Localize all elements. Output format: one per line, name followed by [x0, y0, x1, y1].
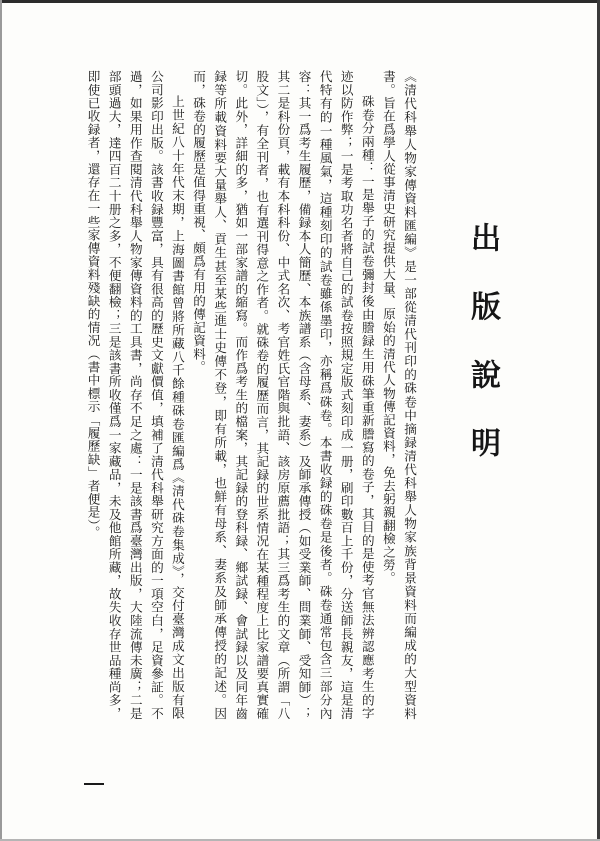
body-text	[74, 70, 420, 720]
page-title: 出 版 說 明	[465, 222, 500, 472]
paragraph-background: 上世紀八十年代末期，上海圖書館曾將所藏八千餘種硃卷匯編爲《清代硃卷集成》，交付臺灣成文出版有限公司影印出版。該書收録豐富，具有很高的歷史文獻價值，填補了清代科舉研究方面的一項空白，足資參証。不過，如果用作查閱清代科舉人物家傳資料的工具書，尚存不足之處：一是該書爲臺灣出版，大陸流傳未廣；二是部頭過大，達四百二十册之多，不便翻檢；三是該書所收僅爲一家藏品，未及他館所藏，故失收存世品種尚多，即使已收録者，還存在一些家傳資料殘缺的情况（書中標示「履歷缺」者便是）。	[85, 70, 185, 720]
paragraph-zhujuan: 硃卷分兩種：一是舉子的試卷彌封後由謄録生用硃筆重新謄寫的卷子，其目的是使考官無法辨認應考生的字迹以防作弊；一是考取功名者將自己的試卷按照規定版式刻印成一册，刷印數百上千份，分送師長親友，這是清代特有的一種風氣，這種刻印的試卷雖係墨印，亦稱爲硃卷。本書收録的硃卷是後者。硃卷通常包含三部分內容：其一爲考生履歷，備録本人簡歷、本族譜系（含母系、妻系）及師承傳授（如受業師、問業師、受知師）；其二是科份頁，載有本科科份、中式名次、考官姓氏官階與批語、該房原薦批語；其三爲考生的文章（所謂「八股文」），有全刊者，也有選刊得意之作者。就硃卷的履歷而言，其記録的世系情况在某種程度上比家譜要真實確切。此外，詳細的多，猶如一部家譜的縮寫。而作爲考生的檔案，其記録的登科録、鄉試録、會試録以及同年齒録等所載資料要大量舉人、貢生甚至某些進士史傳不登，即有所載，也鮮有母系、妻系及師承傳授的記述。因而，硃卷的履歷是值得重視、頗爲有用的傳記資料。	[191, 70, 375, 720]
scan-edge-left	[0, 0, 2, 841]
paragraph-intro: 《清代科舉人物家傳資料匯編》是一部從清代刊印的硃卷中摘録清代科舉人物家族背景資料而編成的大型資料書。旨在爲學人從事清史研究提供大量、原始的清代人物傳記資料，免去躬親翻檢之勞。	[380, 70, 417, 720]
page-marker	[84, 783, 104, 785]
scan-edge-top	[0, 0, 600, 3]
